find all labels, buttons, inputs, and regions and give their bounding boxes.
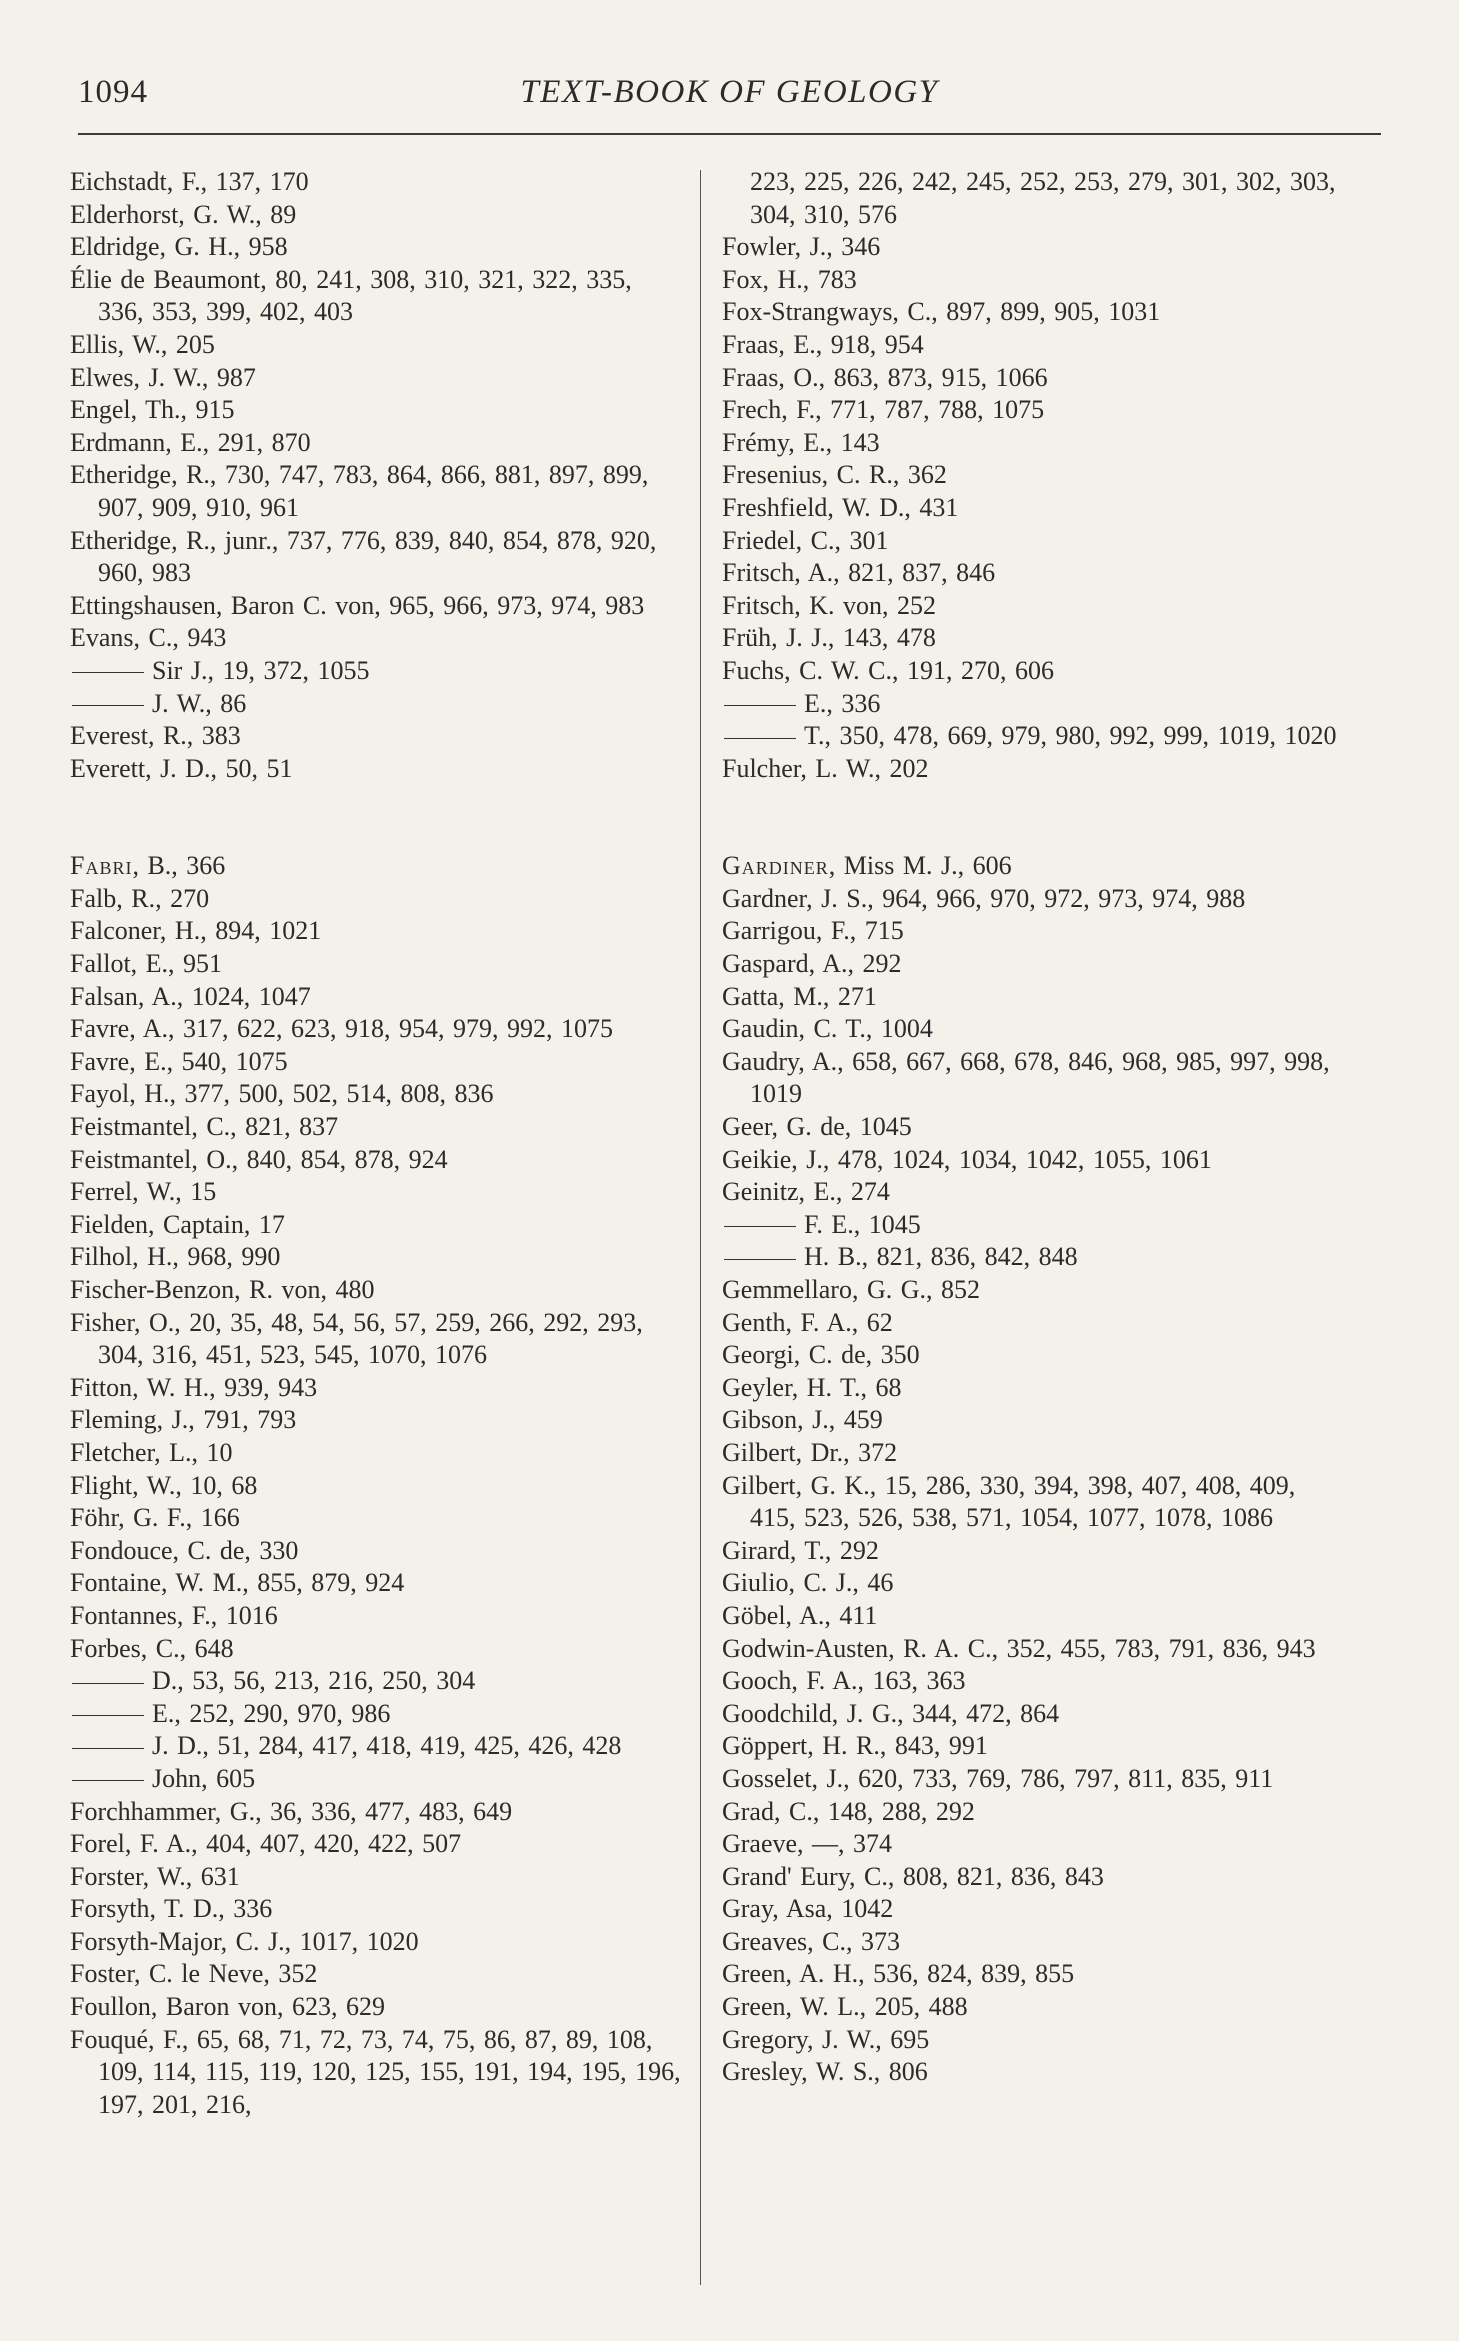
ditto-dash [72, 1780, 144, 1781]
index-entry [722, 1893, 1342, 1926]
entry-text: Fritsch, K. von, 252 [722, 590, 936, 620]
entry-text: Fouqué, F., 65, 68, 71, 72, 73, 74, 75, 86, 87, 89, 108, 109, 114, 115, 119, 120, 125, 155, 191, 194, 195, 196, 197, 201, 216, [70, 2024, 681, 2119]
index-entry [722, 1698, 1342, 1731]
index-entry [722, 1600, 1342, 1633]
index-entry [722, 1730, 1342, 1763]
entry-text: Friedel, C., 301 [722, 525, 889, 555]
entry-text: Geikie, J., 478, 1024, 1034, 1042, 1055, 1061 [722, 1144, 1212, 1174]
index-entry [70, 329, 682, 362]
entry-text: Gresley, W. S., 806 [722, 2057, 928, 2087]
header-rule [78, 133, 1381, 135]
index-entry [722, 1535, 1342, 1568]
index-entry [70, 1926, 682, 1959]
index-entry [722, 1633, 1342, 1666]
page-number: 1094 [78, 74, 148, 110]
entry-text: Elderhorst, G. W., 89 [70, 199, 297, 229]
section-gap [70, 785, 682, 850]
index-entry [70, 948, 682, 981]
index-entry [722, 264, 1342, 297]
entry-text: Godwin-Austen, R. A. C., 352, 455, 783, 791, 836, 943 [722, 1633, 1316, 1663]
index-entry [722, 1404, 1342, 1437]
index-entry [70, 720, 682, 753]
index-entry [722, 427, 1342, 460]
index-entry [70, 166, 682, 199]
entry-text: Frémy, E., 143 [722, 427, 880, 457]
index-entry [722, 557, 1342, 590]
index-entry [722, 1339, 1342, 1372]
entry-text: Greaves, C., 373 [722, 1926, 901, 1956]
entry-text: Gaudin, C. T., 1004 [722, 1014, 933, 1044]
index-entry [722, 1209, 1342, 1242]
index-entry [70, 199, 682, 232]
index-entry [722, 1274, 1342, 1307]
entry-text: Fisher, O., 20, 35, 48, 54, 56, 57, 259, 266, 292, 293, 304, 316, 451, 523, 545, 1070, 1076 [70, 1307, 643, 1370]
entry-text: T., 350, 478, 669, 979, 980, 992, 999, 1019, 1020 [804, 721, 1337, 751]
index-entry [722, 1241, 1342, 1274]
index-entry [722, 1307, 1342, 1340]
entry-text: Gibson, J., 459 [722, 1405, 883, 1435]
entry-text: Früh, J. J., 143, 478 [722, 623, 936, 653]
index-entry [70, 1730, 682, 1763]
entry-text: Gooch, F. A., 163, 363 [722, 1666, 966, 1696]
index-entry [722, 720, 1342, 753]
entry-text: , Miss M. J., 606 [828, 851, 1012, 881]
ditto-dash [724, 738, 796, 739]
index-entry [70, 459, 682, 524]
ditto-dash [724, 705, 796, 706]
entry-text: Fritsch, A., 821, 837, 846 [722, 558, 996, 588]
index-entry [722, 231, 1342, 264]
index-entry [722, 1665, 1342, 1698]
index-entry [70, 1991, 682, 2024]
index-entry [70, 753, 682, 786]
index-entry [70, 1698, 682, 1731]
entry-text: Gosselet, J., 620, 733, 769, 786, 797, 811, 835, 911 [722, 1763, 1274, 1793]
ditto-dash [724, 1226, 796, 1227]
entry-text: Grand' Eury, C., 808, 821, 836, 843 [722, 1861, 1104, 1891]
index-entry [722, 2056, 1342, 2089]
index-entry [70, 1144, 682, 1177]
index-entry [70, 1828, 682, 1861]
entry-text: Forsyth, T. D., 336 [70, 1894, 273, 1924]
index-entry [70, 264, 682, 329]
index-entry [70, 427, 682, 460]
entry-text: Eldridge, G. H., 958 [70, 232, 288, 262]
index-entry [70, 1307, 682, 1372]
entry-text: Ettingshausen, Baron C. von, 965, 966, 973, 974, 983 [70, 590, 645, 620]
entry-text: Gilbert, G. K., 15, 286, 330, 394, 398, 407, 408, 409, 415, 523, 526, 538, 571, 1054, 1077, 1078, 1086 [722, 1470, 1296, 1533]
entry-text: Fox, H., 783 [722, 264, 857, 294]
index-entry [722, 492, 1342, 525]
index-entry [722, 1991, 1342, 2024]
index-entry [722, 296, 1342, 329]
index-entry [70, 1241, 682, 1274]
entry-text: J. W., 86 [152, 688, 247, 718]
index-entry [722, 688, 1342, 721]
entry-text: Göppert, H. R., 843, 991 [722, 1731, 988, 1761]
index-entry [722, 1176, 1342, 1209]
entry-text: J. D., 51, 284, 417, 418, 419, 425, 426, 428 [152, 1731, 622, 1761]
entry-text: Forbes, C., 648 [70, 1633, 234, 1663]
ditto-dash [72, 672, 144, 673]
index-entry [70, 1665, 682, 1698]
index-entry [722, 1437, 1342, 1470]
entry-text: Gaspard, A., 292 [722, 949, 902, 979]
entry-text: Fraas, O., 863, 873, 915, 1066 [722, 362, 1048, 392]
entry-text: Geyler, H. T., 68 [722, 1372, 902, 1402]
index-entry [722, 915, 1342, 948]
entry-text: Sir J., 19, 372, 1055 [152, 655, 370, 685]
entry-text: Green, W. L., 205, 488 [722, 1992, 968, 2022]
entry-text: Falconer, H., 894, 1021 [70, 916, 322, 946]
index-entry [722, 1144, 1342, 1177]
index-entry [70, 850, 682, 883]
entry-text: Forel, F. A., 404, 407, 420, 422, 507 [70, 1829, 462, 1859]
index-entry [70, 590, 682, 623]
entry-text: E., 336 [804, 688, 881, 718]
index-entry [70, 1502, 682, 1535]
entry-text: Grad, C., 148, 288, 292 [722, 1796, 975, 1826]
index-entry [70, 622, 682, 655]
index-entry [722, 362, 1342, 395]
entry-text: Fallot, E., 951 [70, 949, 223, 979]
entry-text: Gatta, M., 271 [722, 981, 877, 1011]
entry-text: Genth, F. A., 62 [722, 1307, 893, 1337]
index-entry [722, 1796, 1342, 1829]
entry-text: Falsan, A., 1024, 1047 [70, 981, 311, 1011]
entry-text: Ferrel, W., 15 [70, 1177, 217, 1207]
entry-text: Erdmann, E., 291, 870 [70, 427, 311, 457]
entry-text: Fowler, J., 346 [722, 232, 881, 262]
index-entry [70, 655, 682, 688]
entry-text: Gemmellaro, G. G., 852 [722, 1275, 981, 1304]
ditto-dash [72, 1748, 144, 1749]
ditto-dash [72, 1715, 144, 1716]
index-entry [70, 1078, 682, 1111]
entry-text: Gregory, J. W., 695 [722, 2024, 930, 2054]
index-entry [70, 1535, 682, 1568]
index-entry [722, 622, 1342, 655]
index-entry [722, 1926, 1342, 1959]
index-entry [722, 525, 1342, 558]
entry-text: Fuchs, C. W. C., 191, 270, 606 [722, 655, 1054, 685]
entry-text: Goodchild, J. G., 344, 472, 864 [722, 1698, 1060, 1728]
entry-text: Fayol, H., 377, 500, 502, 514, 808, 836 [70, 1079, 494, 1109]
index-entry [722, 1111, 1342, 1144]
index-entry [70, 1372, 682, 1405]
entry-text: Forchhammer, G., 36, 336, 477, 483, 649 [70, 1796, 513, 1826]
entry-text: Fresenius, C. R., 362 [722, 460, 947, 490]
index-entry [70, 883, 682, 916]
index-entry [70, 1600, 682, 1633]
entry-text: Graeve, —, 374 [722, 1829, 893, 1859]
entry-text: Everest, R., 383 [70, 721, 241, 751]
entry-text: Fitton, W. H., 939, 943 [70, 1372, 318, 1402]
entry-text: Gaudry, A., 658, 667, 668, 678, 846, 968, 985, 997, 998, 1019 [722, 1046, 1330, 1109]
column-divider [700, 170, 701, 2285]
index-entry [722, 394, 1342, 427]
entry-text: Fulcher, L. W., 202 [722, 753, 929, 783]
ditto-dash [72, 1683, 144, 1684]
index-entry [70, 1796, 682, 1829]
index-entry [70, 1633, 682, 1666]
index-entry [722, 1046, 1342, 1111]
entry-text: Geinitz, E., 274 [722, 1177, 890, 1207]
index-entry [722, 1567, 1342, 1600]
page-header [78, 74, 1381, 124]
entry-text: Gilbert, Dr., 372 [722, 1437, 898, 1467]
entry-text: Gray, Asa, 1042 [722, 1894, 894, 1924]
index-entry [722, 1372, 1342, 1405]
entry-text: Feistmantel, O., 840, 854, 878, 924 [70, 1144, 448, 1174]
entry-text: Fischer-Benzon, R. von, 480 [70, 1275, 375, 1304]
index-entry [70, 1893, 682, 1926]
entry-text: Göbel, A., 411 [722, 1600, 878, 1630]
entry-text: F. E., 1045 [804, 1209, 921, 1239]
entry-text: Élie de Beaumont, 80, 241, 308, 310, 321, 322, 335, 336, 353, 399, 402, 403 [70, 264, 632, 327]
entry-text: Foullon, Baron von, 623, 629 [70, 1992, 385, 2022]
index-entry [70, 1111, 682, 1144]
index-entry [70, 1274, 682, 1307]
index-entry-continuation [722, 166, 1342, 231]
index-entry [70, 981, 682, 1014]
index-entry [722, 1861, 1342, 1894]
entry-text: Forsyth-Major, C. J., 1017, 1020 [70, 1926, 419, 1956]
index-entry [722, 459, 1342, 492]
entry-text: Fontannes, F., 1016 [70, 1600, 278, 1630]
index-entry [722, 655, 1342, 688]
index-entry [70, 1046, 682, 1079]
entry-text: Ellis, W., 205 [70, 329, 215, 359]
entry-text: Föhr, G. F., 166 [70, 1503, 240, 1533]
entry-text: Flight, W., 10, 68 [70, 1470, 258, 1500]
entry-text: Green, A. H., 536, 824, 839, 855 [722, 1959, 1075, 1989]
index-entry [70, 1567, 682, 1600]
section-gap [722, 785, 1342, 850]
index-entry [722, 883, 1342, 916]
entry-text: Girard, T., 292 [722, 1535, 879, 1565]
index-entry [722, 1470, 1342, 1535]
entry-text: Frech, F., 771, 787, 788, 1075 [722, 395, 1045, 425]
index-entry [722, 2024, 1342, 2057]
entry-text: Freshfield, W. D., 431 [722, 492, 959, 522]
index-entry [70, 1013, 682, 1046]
entry-text: Elwes, J. W., 987 [70, 362, 256, 392]
entry-text: D., 53, 56, 213, 216, 250, 304 [152, 1666, 476, 1696]
index-entry [70, 1176, 682, 1209]
index-entry [722, 1013, 1342, 1046]
entry-text: Giulio, C. J., 46 [722, 1568, 894, 1598]
entry-text: Fondouce, C. de, 330 [70, 1535, 299, 1565]
index-entry [722, 590, 1342, 623]
entry-text: , B., 366 [132, 851, 226, 881]
entry-text: H. B., 821, 836, 842, 848 [804, 1242, 1078, 1272]
index-entry [70, 362, 682, 395]
index-entry [722, 1958, 1342, 1991]
right-column [722, 166, 1342, 2089]
index-entry [70, 1958, 682, 1991]
ditto-dash [724, 1259, 796, 1260]
entry-text: Favre, E., 540, 1075 [70, 1046, 288, 1076]
entry-text: 223, 225, 226, 242, 245, 252, 253, 279, 301, 302, 303, 304, 310, 576 [750, 167, 1336, 229]
entry-text: Fox-Strangways, C., 897, 899, 905, 1031 [722, 297, 1161, 327]
index-entry [722, 981, 1342, 1014]
index-entry [722, 850, 1342, 883]
index-entry [70, 525, 682, 590]
entry-text: Etheridge, R., 730, 747, 783, 864, 866, 881, 897, 899, 907, 909, 910, 961 [70, 460, 649, 522]
entry-text: Feistmantel, C., 821, 837 [70, 1112, 339, 1142]
left-column [70, 166, 682, 2121]
entry-text: Georgi, C. de, 350 [722, 1340, 920, 1370]
entry-text: Foster, C. le Neve, 352 [70, 1959, 318, 1989]
entry-text: Fraas, E., 918, 954 [722, 329, 924, 359]
index-entry [70, 394, 682, 427]
entry-text: Fletcher, L., 10 [70, 1437, 233, 1467]
index-entry [70, 1763, 682, 1796]
entry-text: Etheridge, R., junr., 737, 776, 839, 840, 854, 878, 920, 960, 983 [70, 525, 657, 588]
index-entry [722, 329, 1342, 362]
index-entry [722, 948, 1342, 981]
entry-text: Fielden, Captain, 17 [70, 1209, 285, 1239]
index-entry [70, 231, 682, 264]
entry-text: Everett, J. D., 50, 51 [70, 753, 293, 783]
entry-text: Forster, W., 631 [70, 1861, 240, 1891]
index-entry [722, 1763, 1342, 1796]
ditto-dash [72, 705, 144, 706]
entry-text: Engel, Th., 915 [70, 395, 235, 425]
index-entry [70, 1861, 682, 1894]
entry-text: Fontaine, W. M., 855, 879, 924 [70, 1568, 405, 1598]
index-entry [722, 1828, 1342, 1861]
index-entry [70, 1209, 682, 1242]
entry-text: Gardner, J. S., 964, 966, 970, 972, 973, 974, 988 [722, 883, 1246, 913]
entry-text: Favre, A., 317, 622, 623, 918, 954, 979, 992, 1075 [70, 1014, 614, 1044]
index-entry [70, 1470, 682, 1503]
entry-text: Fleming, J., 791, 793 [70, 1405, 297, 1435]
index-entry [722, 753, 1342, 786]
entry-text: Garrigou, F., 715 [722, 916, 904, 946]
entry-text: Evans, C., 943 [70, 623, 227, 653]
entry-text: E., 252, 290, 970, 986 [152, 1698, 391, 1728]
entry-text: Filhol, H., 968, 990 [70, 1242, 281, 1272]
index-entry [70, 1437, 682, 1470]
index-entry [70, 2024, 682, 2122]
index-entry [70, 915, 682, 948]
section-initial-name: Gardiner [722, 851, 829, 881]
running-title: TEXT-BOOK OF GEOLOGY [520, 74, 939, 110]
entry-text: John, 605 [152, 1763, 256, 1793]
index-entry [70, 1404, 682, 1437]
entry-text: Eichstadt, F., 137, 170 [70, 167, 309, 196]
entry-text: Geer, G. de, 1045 [722, 1112, 912, 1142]
section-initial-name: Fabri [70, 851, 133, 881]
entry-text: Falb, R., 270 [70, 883, 210, 913]
index-entry [70, 688, 682, 721]
